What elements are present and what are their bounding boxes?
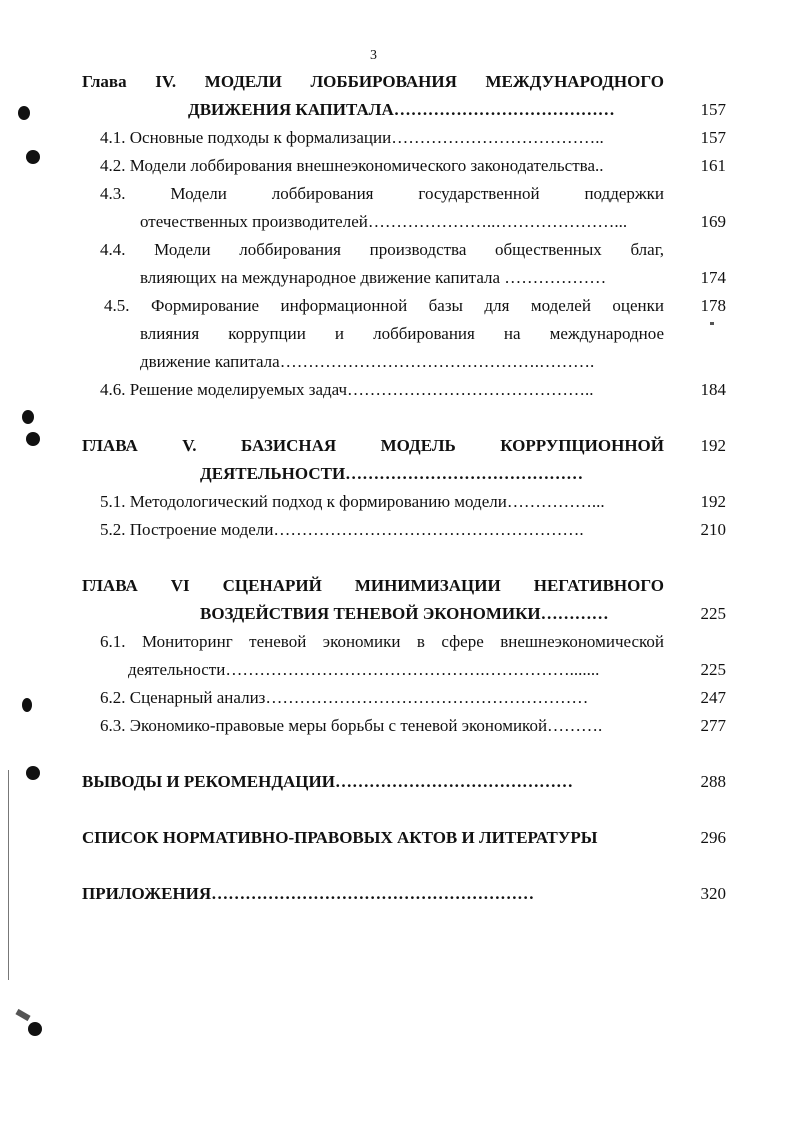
section-4-5-line3: движение капитала……………………………………….……….	[140, 352, 595, 371]
punch-hole-mark	[22, 410, 34, 424]
section-6-2: 6.2. Сценарный анализ…………………………………………………	[100, 688, 589, 707]
conclusions-title: ВЫВОДЫ И РЕКОМЕНДАЦИИ……………………………………	[82, 772, 573, 791]
section-4-5-page: 178	[700, 296, 726, 315]
punch-hole-mark	[26, 150, 40, 164]
section-4-3-page: 169	[700, 212, 726, 231]
section-4-5-line1: 4.5. Формирование информационной базы для моделей оценки	[104, 296, 664, 315]
chapter-4-title-line2: ДВИЖЕНИЯ КАПИТАЛА…………………………………	[188, 100, 615, 119]
section-4-2-page: 161	[700, 156, 726, 175]
punch-hole-mark	[28, 1022, 42, 1036]
section-6-2-page: 247	[700, 688, 726, 707]
section-4-1-page: 157	[700, 128, 726, 147]
chapter-4-page: 157	[700, 100, 726, 119]
section-6-1-page: 225	[700, 660, 726, 679]
appendices-title: ПРИЛОЖЕНИЯ…………………………………………………	[82, 884, 535, 903]
section-4-4-line1: 4.4. Модели лоббирования производства общественных благ,	[100, 240, 664, 259]
chapter-5-title-line2: ДЕЯТЕЛЬНОСТИ……………………………………	[200, 464, 584, 483]
chapter-4-title-line1: Глава IV. МОДЕЛИ ЛОББИРОВАНИЯ МЕЖДУНАРОДНОГО	[82, 72, 664, 91]
section-6-1-line1: 6.1. Мониторинг теневой экономики в сфере внешнеэкономической	[100, 632, 664, 651]
section-4-5-line2: влияния коррупции и лоббирования на международное	[140, 324, 664, 343]
chapter-6-page: 225	[700, 604, 726, 623]
section-5-1-page: 192	[700, 492, 726, 511]
references-title: СПИСОК НОРМАТИВНО-ПРАВОВЫХ АКТОВ И ЛИТЕРАТУРЫ	[82, 828, 598, 847]
scan-smudge	[15, 1009, 30, 1021]
chapter-6-title-line1: ГЛАВА VI СЦЕНАРИЙ МИНИМИЗАЦИИ НЕГАТИВНОГО	[82, 576, 664, 595]
section-6-1-line2: деятельности……………………………………….…………….......	[128, 660, 600, 679]
scan-speck	[710, 322, 714, 325]
section-6-3: 6.3. Экономико-правовые меры борьбы с теневой экономикой……….	[100, 716, 603, 735]
chapter-6-title-line2: ВОЗДЕЙСТВИЯ ТЕНЕВОЙ ЭКОНОМИКИ…………	[200, 604, 609, 623]
section-6-3-page: 277	[700, 716, 726, 735]
section-5-2-page: 210	[700, 520, 726, 539]
page-number: 3	[370, 48, 377, 63]
section-4-6-page: 184	[700, 380, 726, 399]
section-4-1: 4.1. Основные подходы к формализации………………………………..	[100, 128, 604, 147]
chapter-5-title-line1: ГЛАВА V. БАЗИСНАЯ МОДЕЛЬ КОРРУПЦИОННОЙ	[82, 436, 664, 455]
section-4-6: 4.6. Решение моделируемых задач……………………………………..	[100, 380, 594, 399]
punch-hole-mark	[18, 106, 30, 120]
section-5-1: 5.1. Методологический подход к формированию модели……………...	[100, 492, 605, 511]
appendices-page: 320	[700, 884, 726, 903]
section-4-4-line2: влияющих на международное движение капитала ………………	[140, 268, 607, 287]
section-4-2: 4.2. Модели лоббирования внешнеэкономического законодательства..	[100, 156, 604, 175]
punch-hole-mark	[22, 698, 32, 712]
scan-edge-line	[8, 770, 9, 980]
references-page: 296	[700, 828, 726, 847]
section-4-3-line1: 4.3. Модели лоббирования государственной поддержки	[100, 184, 664, 203]
punch-hole-mark	[26, 432, 40, 446]
conclusions-page: 288	[700, 772, 726, 791]
section-4-4-page: 174	[700, 268, 726, 287]
section-5-2: 5.2. Построение модели……………………………………………….	[100, 520, 584, 539]
section-4-3-line2: отечественных производителей…………………..…………………...	[140, 212, 628, 231]
punch-hole-mark	[26, 766, 40, 780]
chapter-5-page: 192	[700, 436, 726, 455]
